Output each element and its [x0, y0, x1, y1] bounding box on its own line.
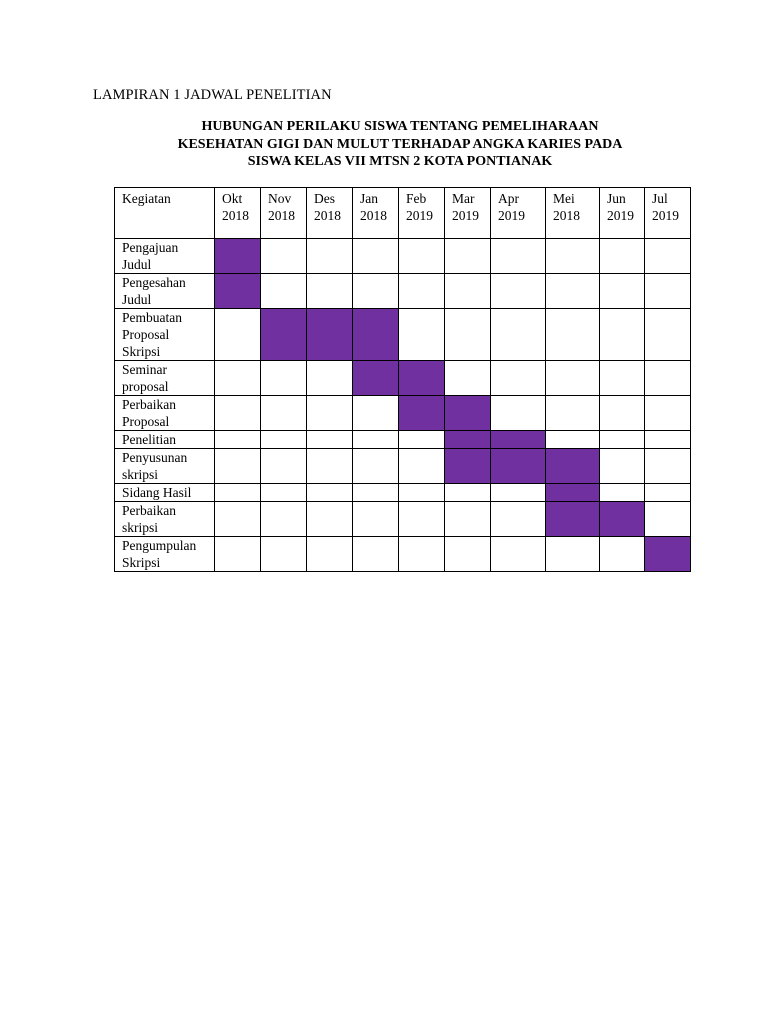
- month-year: 2018: [314, 208, 341, 223]
- month-year: 2019: [652, 208, 679, 223]
- activity-label-line: Pembuatan: [122, 310, 182, 325]
- schedule-cell-filled: [215, 239, 261, 274]
- schedule-cell-empty: [445, 361, 491, 396]
- schedule-cell-empty: [546, 396, 600, 431]
- month-name: Mei: [553, 191, 575, 206]
- schedule-cell-empty: [600, 309, 645, 361]
- schedule-cell-empty: [445, 537, 491, 572]
- schedule-cell-empty: [307, 239, 353, 274]
- activity-label: [115, 484, 215, 502]
- schedule-cell-empty: [546, 537, 600, 572]
- schedule-cell-filled: [215, 274, 261, 309]
- schedule-cell-empty: [445, 309, 491, 361]
- schedule-cell-empty: [645, 239, 691, 274]
- schedule-cell-empty: [353, 396, 399, 431]
- schedule-cell-empty: [215, 502, 261, 537]
- schedule-cell-filled: [445, 396, 491, 431]
- month-name: Mar: [452, 191, 475, 206]
- schedule-cell-empty: [399, 239, 445, 274]
- schedule-cell-empty: [645, 396, 691, 431]
- schedule-cell-empty: [215, 361, 261, 396]
- schedule-cell-empty: [307, 537, 353, 572]
- month-year: 2019: [406, 208, 433, 223]
- schedule-cell-empty: [261, 502, 307, 537]
- appendix-label: LAMPIRAN 1 JADWAL PENELITIAN: [93, 87, 332, 103]
- activity-label-line: Pengumpulan: [122, 538, 197, 553]
- title-line-1: HUBUNGAN PERILAKU SISWA TENTANG PEMELIHARAAN: [201, 119, 599, 134]
- month-header: [600, 188, 645, 239]
- schedule-cell-empty: [491, 309, 546, 361]
- table-row: [115, 239, 691, 274]
- schedule-cell-filled: [546, 449, 600, 484]
- schedule-cell-empty: [645, 502, 691, 537]
- month-header: [353, 188, 399, 239]
- schedule-cell-filled: [546, 484, 600, 502]
- activity-label: [115, 449, 215, 484]
- schedule-cell-empty: [491, 502, 546, 537]
- activity-label: [115, 309, 215, 361]
- schedule-cell-empty: [307, 431, 353, 449]
- table-row: [115, 484, 691, 502]
- activity-label: [115, 431, 215, 449]
- month-header: [215, 188, 261, 239]
- schedule-cell-empty: [491, 239, 546, 274]
- schedule-cell-empty: [261, 274, 307, 309]
- schedule-cell-empty: [445, 274, 491, 309]
- schedule-cell-filled: [399, 361, 445, 396]
- schedule-cell-empty: [353, 239, 399, 274]
- schedule-cell-empty: [399, 502, 445, 537]
- schedule-cell-empty: [645, 484, 691, 502]
- schedule-cell-empty: [399, 449, 445, 484]
- activity-label: [115, 274, 215, 309]
- activity-label-line: Penyusunan: [122, 450, 188, 465]
- schedule-cell-empty: [215, 396, 261, 431]
- schedule-cell-empty: [491, 274, 546, 309]
- schedule-cell-empty: [645, 309, 691, 361]
- schedule-cell-empty: [307, 502, 353, 537]
- month-year: 2018: [360, 208, 387, 223]
- schedule-table: [114, 187, 691, 572]
- schedule-cell-empty: [445, 484, 491, 502]
- schedule-cell-empty: [645, 431, 691, 449]
- month-name: Nov: [268, 191, 292, 206]
- month-year: 2019: [607, 208, 634, 223]
- schedule-cell-empty: [546, 239, 600, 274]
- schedule-cell-empty: [307, 396, 353, 431]
- schedule-cell-empty: [215, 431, 261, 449]
- schedule-cell-empty: [546, 431, 600, 449]
- table-row: [115, 537, 691, 572]
- schedule-cell-empty: [399, 431, 445, 449]
- title-line-3: SISWA KELAS VII MTSN 2 KOTA PONTIANAK: [247, 154, 553, 169]
- month-year: 2018: [553, 208, 580, 223]
- schedule-cell-empty: [307, 484, 353, 502]
- schedule-cell-filled: [491, 431, 546, 449]
- schedule-cell-empty: [546, 274, 600, 309]
- schedule-cell-empty: [600, 449, 645, 484]
- month-header: [491, 188, 546, 239]
- month-header: [307, 188, 353, 239]
- schedule-cell-empty: [215, 449, 261, 484]
- month-name: Okt: [222, 191, 243, 206]
- month-name: Apr: [498, 191, 519, 206]
- schedule-cell-empty: [261, 396, 307, 431]
- activity-label-line: Pengesahan: [122, 275, 186, 290]
- month-header: [445, 188, 491, 239]
- schedule-cell-filled: [645, 537, 691, 572]
- schedule-cell-empty: [261, 537, 307, 572]
- schedule-cell-filled: [307, 309, 353, 361]
- schedule-cell-empty: [353, 274, 399, 309]
- schedule-cell-filled: [546, 502, 600, 537]
- activity-label-line: Judul: [122, 257, 152, 272]
- schedule-cell-empty: [261, 239, 307, 274]
- activity-label-line: Sidang Hasil: [122, 485, 192, 500]
- activity-label: [115, 502, 215, 537]
- schedule-cell-empty: [261, 449, 307, 484]
- schedule-cell-filled: [445, 449, 491, 484]
- month-year: 2018: [222, 208, 249, 223]
- schedule-cell-filled: [353, 309, 399, 361]
- schedule-cell-filled: [399, 396, 445, 431]
- table-row: [115, 449, 691, 484]
- table-row: [115, 274, 691, 309]
- schedule-cell-empty: [261, 361, 307, 396]
- activity-label-line: Pengajuan: [122, 240, 179, 255]
- schedule-cell-empty: [399, 484, 445, 502]
- activity-label-line: Proposal: [122, 414, 170, 429]
- month-name: Des: [314, 191, 335, 206]
- schedule-cell-empty: [445, 502, 491, 537]
- activity-label-line: Seminar: [122, 362, 167, 377]
- schedule-cell-empty: [307, 361, 353, 396]
- schedule-cell-empty: [491, 537, 546, 572]
- month-name: Feb: [406, 191, 427, 206]
- schedule-cell-empty: [546, 361, 600, 396]
- schedule-cell-empty: [600, 274, 645, 309]
- schedule-cell-filled: [600, 502, 645, 537]
- schedule-cell-empty: [307, 274, 353, 309]
- month-header: [546, 188, 600, 239]
- month-name: Jul: [652, 191, 668, 206]
- activity-label: [115, 396, 215, 431]
- schedule-cell-empty: [353, 449, 399, 484]
- schedule-cell-filled: [353, 361, 399, 396]
- table-row: [115, 309, 691, 361]
- month-year: 2019: [452, 208, 479, 223]
- schedule-cell-empty: [491, 484, 546, 502]
- month-year: 2019: [498, 208, 525, 223]
- schedule-cell-empty: [353, 537, 399, 572]
- schedule-cell-empty: [600, 431, 645, 449]
- activity-label: [115, 239, 215, 274]
- schedule-cell-empty: [215, 484, 261, 502]
- activity-label-line: skripsi: [122, 467, 159, 482]
- activity-label: [115, 537, 215, 572]
- schedule-cell-empty: [600, 239, 645, 274]
- activity-label-line: proposal: [122, 379, 169, 394]
- schedule-cell-empty: [215, 537, 261, 572]
- schedule-cell-empty: [353, 431, 399, 449]
- table-row: [115, 396, 691, 431]
- schedule-cell-empty: [307, 449, 353, 484]
- activity-label-line: Penelitian: [122, 432, 176, 447]
- schedule-cell-empty: [399, 309, 445, 361]
- activity-label-line: Proposal: [122, 327, 170, 342]
- schedule-cell-empty: [353, 484, 399, 502]
- schedule-cell-empty: [215, 309, 261, 361]
- schedule-cell-filled: [261, 309, 307, 361]
- schedule-cell-empty: [600, 361, 645, 396]
- schedule-cell-filled: [491, 449, 546, 484]
- month-header: [261, 188, 307, 239]
- month-year: 2018: [268, 208, 295, 223]
- schedule-cell-empty: [645, 449, 691, 484]
- activity-label-line: Perbaikan: [122, 397, 176, 412]
- schedule-cell-empty: [445, 239, 491, 274]
- schedule-cell-filled: [445, 431, 491, 449]
- activity-label-line: Skripsi: [122, 344, 161, 359]
- schedule-cell-empty: [491, 361, 546, 396]
- title-line-2: KESEHATAN GIGI DAN MULUT TERHADAP ANGKA KARIES PADA: [177, 136, 623, 152]
- document-title: [110, 118, 690, 171]
- activity-label: [115, 361, 215, 396]
- schedule-cell-empty: [645, 274, 691, 309]
- schedule-cell-empty: [600, 484, 645, 502]
- schedule-cell-empty: [491, 396, 546, 431]
- schedule-cell-empty: [546, 309, 600, 361]
- schedule-cell-empty: [600, 396, 645, 431]
- month-header: [399, 188, 445, 239]
- table-row: [115, 431, 691, 449]
- activity-header: Kegiatan: [115, 188, 215, 239]
- activity-label-line: Judul: [122, 292, 152, 307]
- schedule-cell-empty: [353, 502, 399, 537]
- month-name: Jun: [607, 191, 626, 206]
- activity-label-line: Perbaikan: [122, 503, 176, 518]
- schedule-cell-empty: [261, 484, 307, 502]
- month-header: [645, 188, 691, 239]
- schedule-cell-empty: [600, 537, 645, 572]
- schedule-cell-empty: [261, 431, 307, 449]
- schedule-cell-empty: [645, 361, 691, 396]
- schedule-cell-empty: [399, 274, 445, 309]
- activity-label-line: skripsi: [122, 520, 159, 535]
- activity-label-line: Skripsi: [122, 555, 161, 570]
- month-name: Jan: [360, 191, 378, 206]
- table-row: [115, 361, 691, 396]
- schedule-cell-empty: [399, 537, 445, 572]
- table-row: [115, 502, 691, 537]
